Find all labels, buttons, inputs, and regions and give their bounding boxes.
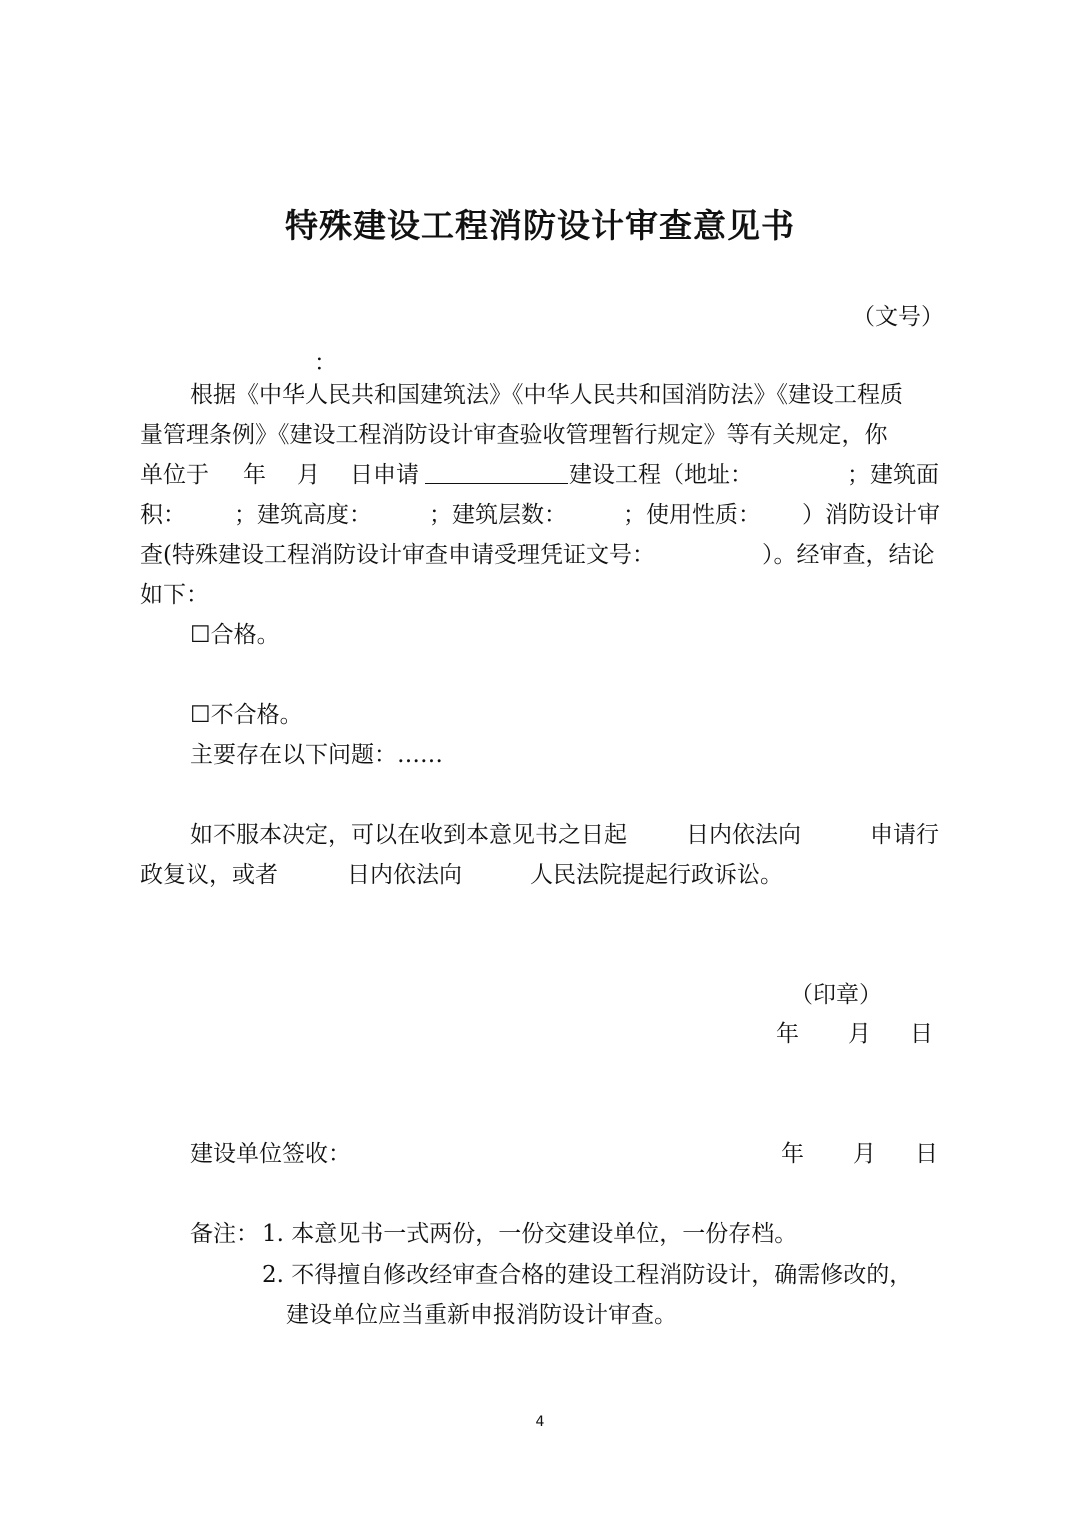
- paragraph-text: ；建筑层数：: [429, 502, 567, 528]
- document-title: 特殊建设工程消防设计审查意见书: [285, 206, 795, 245]
- paragraph-text: 积：: [140, 502, 186, 528]
- receipt-date-day: 日: [915, 1141, 938, 1167]
- paragraph-line-1: [140, 375, 940, 415]
- option-pass-checkbox[interactable]: ☐合格。: [190, 622, 280, 648]
- paragraph-text: ；建筑面: [847, 462, 939, 488]
- note-2-continued: 建设单位应当重新申报消防设计审查。: [286, 1302, 677, 1328]
- option-fail-checkbox[interactable]: ☐不合格。: [190, 702, 303, 728]
- paragraph-text: 查(特殊建设工程消防设计审查申请受理凭证文号：: [140, 542, 655, 568]
- month-label: 月: [297, 462, 320, 488]
- appeal-line-1: [140, 815, 940, 855]
- receipt-date-month: 月: [853, 1141, 876, 1167]
- paragraph-text: 单位于: [140, 462, 209, 488]
- year-label: 年: [243, 462, 266, 488]
- seal-date-month: 月: [848, 1021, 871, 1047]
- seal-date-day: 日: [910, 1021, 933, 1047]
- paragraph-text: ）。经审查，结论: [762, 542, 935, 568]
- paragraph-text: 建设工程（地址：: [569, 462, 753, 488]
- appeal-line-2: [140, 855, 940, 895]
- page-number: 4: [535, 1414, 545, 1430]
- paragraph-line-4: [140, 495, 940, 535]
- paragraph-line-2: [140, 415, 940, 455]
- receipt-label: 建设单位签收：: [190, 1141, 351, 1167]
- paragraph-text: 如下：: [140, 582, 209, 608]
- paragraph-line-3: [140, 455, 940, 495]
- document-number: （文号）: [852, 304, 944, 330]
- appeal-text: 申请行: [870, 822, 939, 848]
- issues-text: 主要存在以下问题：……: [190, 742, 443, 768]
- seal-date-year: 年: [776, 1021, 799, 1047]
- paragraph-text: 根据《中华人民共和国建筑法》《中华人民共和国消防法》《建设工程质: [190, 382, 903, 408]
- paragraph-text: 量管理条例》《建设工程消防设计审查验收管理暂行规定》等有关规定，你: [140, 422, 888, 448]
- notes-label: 备注：: [190, 1221, 259, 1247]
- paragraph-line-5: [140, 535, 940, 575]
- note-2: 2. 不得擅自修改经审查合格的建设工程消防设计，确需修改的，: [262, 1262, 913, 1288]
- seal-label: （印章）: [790, 982, 882, 1008]
- paragraph-text: ）消防设计审: [802, 502, 940, 528]
- addressee-colon: ：: [314, 350, 337, 376]
- paragraph-text: ；使用性质：: [623, 502, 761, 528]
- appeal-text: 政复议，或者: [140, 862, 278, 888]
- appeal-text: 人民法院提起行政诉讼。: [530, 862, 783, 888]
- appeal-text: 日内依法向: [686, 822, 801, 848]
- paragraph-line-6: [140, 575, 940, 615]
- appeal-text: 日内依法向: [347, 862, 462, 888]
- project-name-blank[interactable]: [425, 455, 568, 495]
- appeal-text: 如不服本决定，可以在收到本意见书之日起: [190, 822, 627, 848]
- day-apply-label: 日申请: [350, 462, 419, 488]
- receipt-date-year: 年: [781, 1141, 804, 1167]
- note-1: 1. 本意见书一式两份，一份交建设单位，一份存档。: [262, 1221, 798, 1247]
- paragraph-text: ；建筑高度：: [234, 502, 372, 528]
